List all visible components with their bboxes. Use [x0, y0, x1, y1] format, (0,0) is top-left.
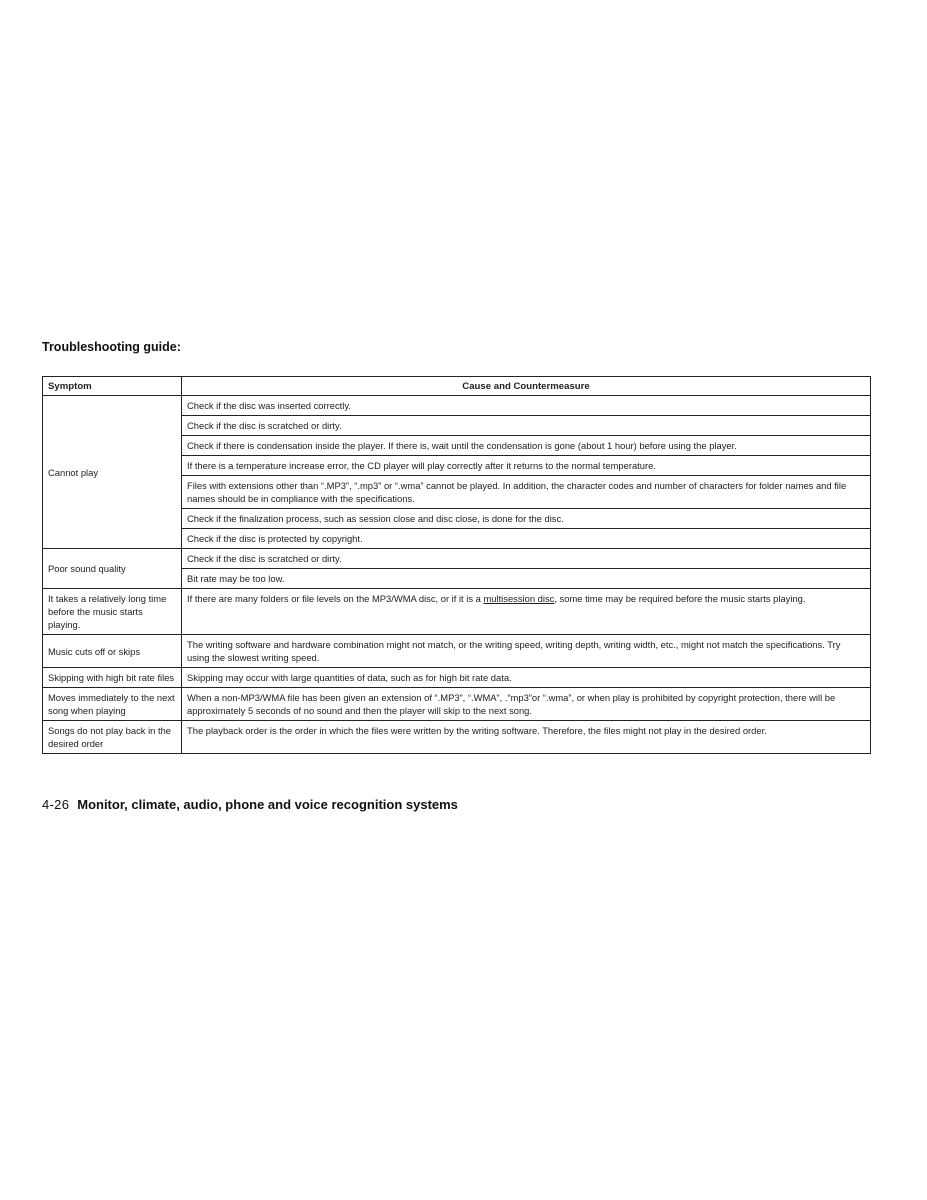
table-header-row [43, 377, 871, 396]
table-row [43, 635, 871, 668]
troubleshooting-table [42, 376, 871, 754]
chapter-title: Monitor, climate, audio, phone and voice recognition systems [77, 797, 458, 812]
cause-cell: Check if there is condensation inside the player. If there is, wait until the condensation is gone (about 1 hour) before using the player. [182, 436, 871, 456]
cause-cell: If there is a temperature increase error, the CD player will play correctly after it returns to the normal temperature. [182, 456, 871, 476]
table-row [43, 396, 871, 416]
symptom-cell: Moves immediately to the next song when playing [43, 688, 182, 721]
cause-text: , some time may be required before the music starts playing. [554, 593, 806, 604]
page-footer [42, 797, 458, 812]
symptom-cell: Songs do not play back in the desired order [43, 721, 182, 754]
cause-cell: When a non-MP3/WMA file has been given an extension of “.MP3”, “.WMA”, .“mp3”or “.wma”, or when play is prohibited by copyright protection, there will be approximately 5 seconds of no sound and then the player will skip to the next song. [182, 688, 871, 721]
table-row [43, 549, 871, 569]
cause-cell: Bit rate may be too low. [182, 569, 871, 589]
cause-cell: The playback order is the order in which the files were written by the writing software. Therefore, the files might not play in the desired order. [182, 721, 871, 754]
cause-cell: Check if the disc was inserted correctly. [182, 396, 871, 416]
symptom-cell: Poor sound quality [43, 549, 182, 589]
table-row [43, 589, 871, 635]
cause-cell: Files with extensions other than “.MP3”, “.mp3” or “.wma” cannot be played. In addition, the character codes and number of characters for folder names and file names should be in compliance with the specifications. [182, 476, 871, 509]
symptom-cell: Cannot play [43, 396, 182, 549]
section-heading: Troubleshooting guide: [42, 340, 181, 354]
table-row [43, 688, 871, 721]
cause-cell: Check if the finalization process, such as session close and disc close, is done for the disc. [182, 509, 871, 529]
symptom-column-header: Symptom [43, 377, 182, 396]
cause-cell: Skipping may occur with large quantities of data, such as for high bit rate data. [182, 668, 871, 688]
symptom-cell: Music cuts off or skips [43, 635, 182, 668]
multisession-disc-link[interactable]: multisession disc [483, 593, 555, 604]
symptom-cell: It takes a relatively long time before the music starts playing. [43, 589, 182, 635]
table-row [43, 721, 871, 754]
table-row [43, 668, 871, 688]
cause-cell: Check if the disc is protected by copyright. [182, 529, 871, 549]
page-number: 4-26 [42, 797, 70, 812]
cause-cell: Check if the disc is scratched or dirty. [182, 416, 871, 436]
symptom-cell: Skipping with high bit rate files [43, 668, 182, 688]
cause-cell: The writing software and hardware combination might not match, or the writing speed, writing depth, writing width, etc., might not match the specifications. Try using the slowest writing speed. [182, 635, 871, 668]
cause-cell: Check if the disc is scratched or dirty. [182, 549, 871, 569]
cause-cell [182, 589, 871, 635]
cause-text: If there are many folders or file levels on the MP3/WMA disc, or if it is a [187, 593, 484, 604]
cause-column-header: Cause and Countermeasure [182, 377, 871, 396]
